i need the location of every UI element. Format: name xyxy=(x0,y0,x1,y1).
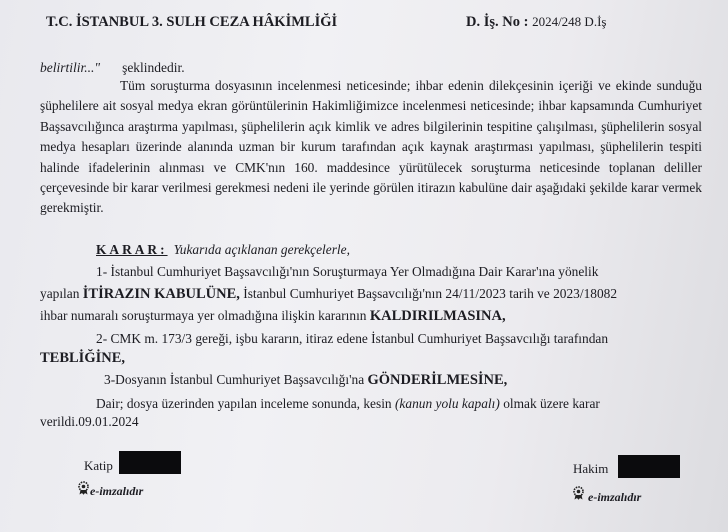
decision-item-1-line-2 xyxy=(40,286,617,303)
quote-text: belirtilir..." xyxy=(40,60,101,75)
document-header xyxy=(46,14,688,34)
seal-icon xyxy=(572,486,585,500)
item4-a-post: olmak üzere karar xyxy=(499,396,600,411)
decision-heading-rest: Yukarıda açıklanan gerekçelerle, xyxy=(173,242,350,257)
reasoning-paragraph: Tüm soruşturma dosyasının incelenmesi neticesinde; ihbar edenin dilekçesinin içeriği ve ekinde sunduğu şüphelilere ait sosyal medya ekran görüntülerinin Hakimliğimizce incelenmesi neticesinde; ihbar kapsamında Cumhuriyet Başsavcılığınca araştırma yapılması, şüphelilerin açık kimlik ve adres bilgilerinin tespitine çalışılması, şüphelilerin sosyal medya hesapları üzerinde alanında uzman bir kurum tarafından açık kaynak araştırması yapılması, şüphelilerin tespiti halinde ifadelerinin alınması ve CMK'nın 160. maddesince yürütülecek soruşturma neticesinde toplanan deliller çerçevesinde bir karar verilmesi gerekmesi nedeni ile yerinde görülen itirazın kabulüne dair aşağıdaki şekilde karar vermek gerekmiştir. xyxy=(40,78,702,216)
katip-label: Katip xyxy=(84,458,113,473)
item3-pre: 3-Dosyanın İstanbul Cumhuriyet Başsavcılığı'na xyxy=(104,372,368,387)
decision-item-2-line-1: 2- CMK m. 173/3 gereği, işbu kararın, itiraz edene İstanbul Cumhuriyet Başsavcılığı tarafından xyxy=(96,331,609,346)
decision-date-line: verildi.09.01.2024 xyxy=(40,414,139,429)
decision-heading-title: KARAR: xyxy=(96,242,168,257)
item4-a-italic: (kanun yolu kapalı) xyxy=(394,396,500,411)
decision-item-3 xyxy=(104,372,507,389)
esign-label-hakim: e-imzalıdır xyxy=(588,490,642,504)
decision-item-2-line-2: TEBLİĞİNE, xyxy=(40,350,126,366)
decision-item-1-line-1: 1- İstanbul Cumhuriyet Başsavcılığı'nın Soruşturmaya Yer Olmadığına Dair Karar'ına yönelik xyxy=(96,264,599,279)
case-number-value: 2024/248 D.İş xyxy=(532,14,607,29)
case-number-label: D. İş. No : xyxy=(466,14,529,30)
decision-item-4-line-1 xyxy=(96,396,600,412)
item1-b-bold: İTİRAZIN KABULÜNE, xyxy=(82,286,240,302)
quote-line xyxy=(40,60,185,76)
item1-c-bold: KALDIRILMASINA, xyxy=(369,308,506,324)
item1-c-pre: ihbar numaralı soruşturmaya yer olmadığına ilişkin kararının xyxy=(40,308,370,323)
case-number xyxy=(466,14,606,31)
item1-b-post: İstanbul Cumhuriyet Başsavcılığı'nın 24/11/2023 tarih ve 2023/18082 xyxy=(239,286,618,301)
seal-icon xyxy=(77,481,90,495)
esign-label-katip: e-imzalıdır xyxy=(90,484,144,498)
quote-rest: şeklindedir. xyxy=(122,60,185,75)
item4-a-pre: Dair; dosya üzerinden yapılan inceleme sonunda, kesin xyxy=(96,396,395,411)
redaction-box-katip xyxy=(119,451,181,474)
redaction-box-hakim xyxy=(618,455,680,478)
hakim-label: Hakim xyxy=(573,461,609,476)
item1-b-pre: yapılan xyxy=(40,286,83,301)
court-name: T.C. İSTANBUL 3. SULH CEZA HÂKİMLİĞİ xyxy=(46,14,338,30)
decision-item-1-line-3 xyxy=(40,308,506,325)
item3-bold: GÖNDERİLMESİNE, xyxy=(367,372,508,388)
decision-heading xyxy=(96,242,350,258)
